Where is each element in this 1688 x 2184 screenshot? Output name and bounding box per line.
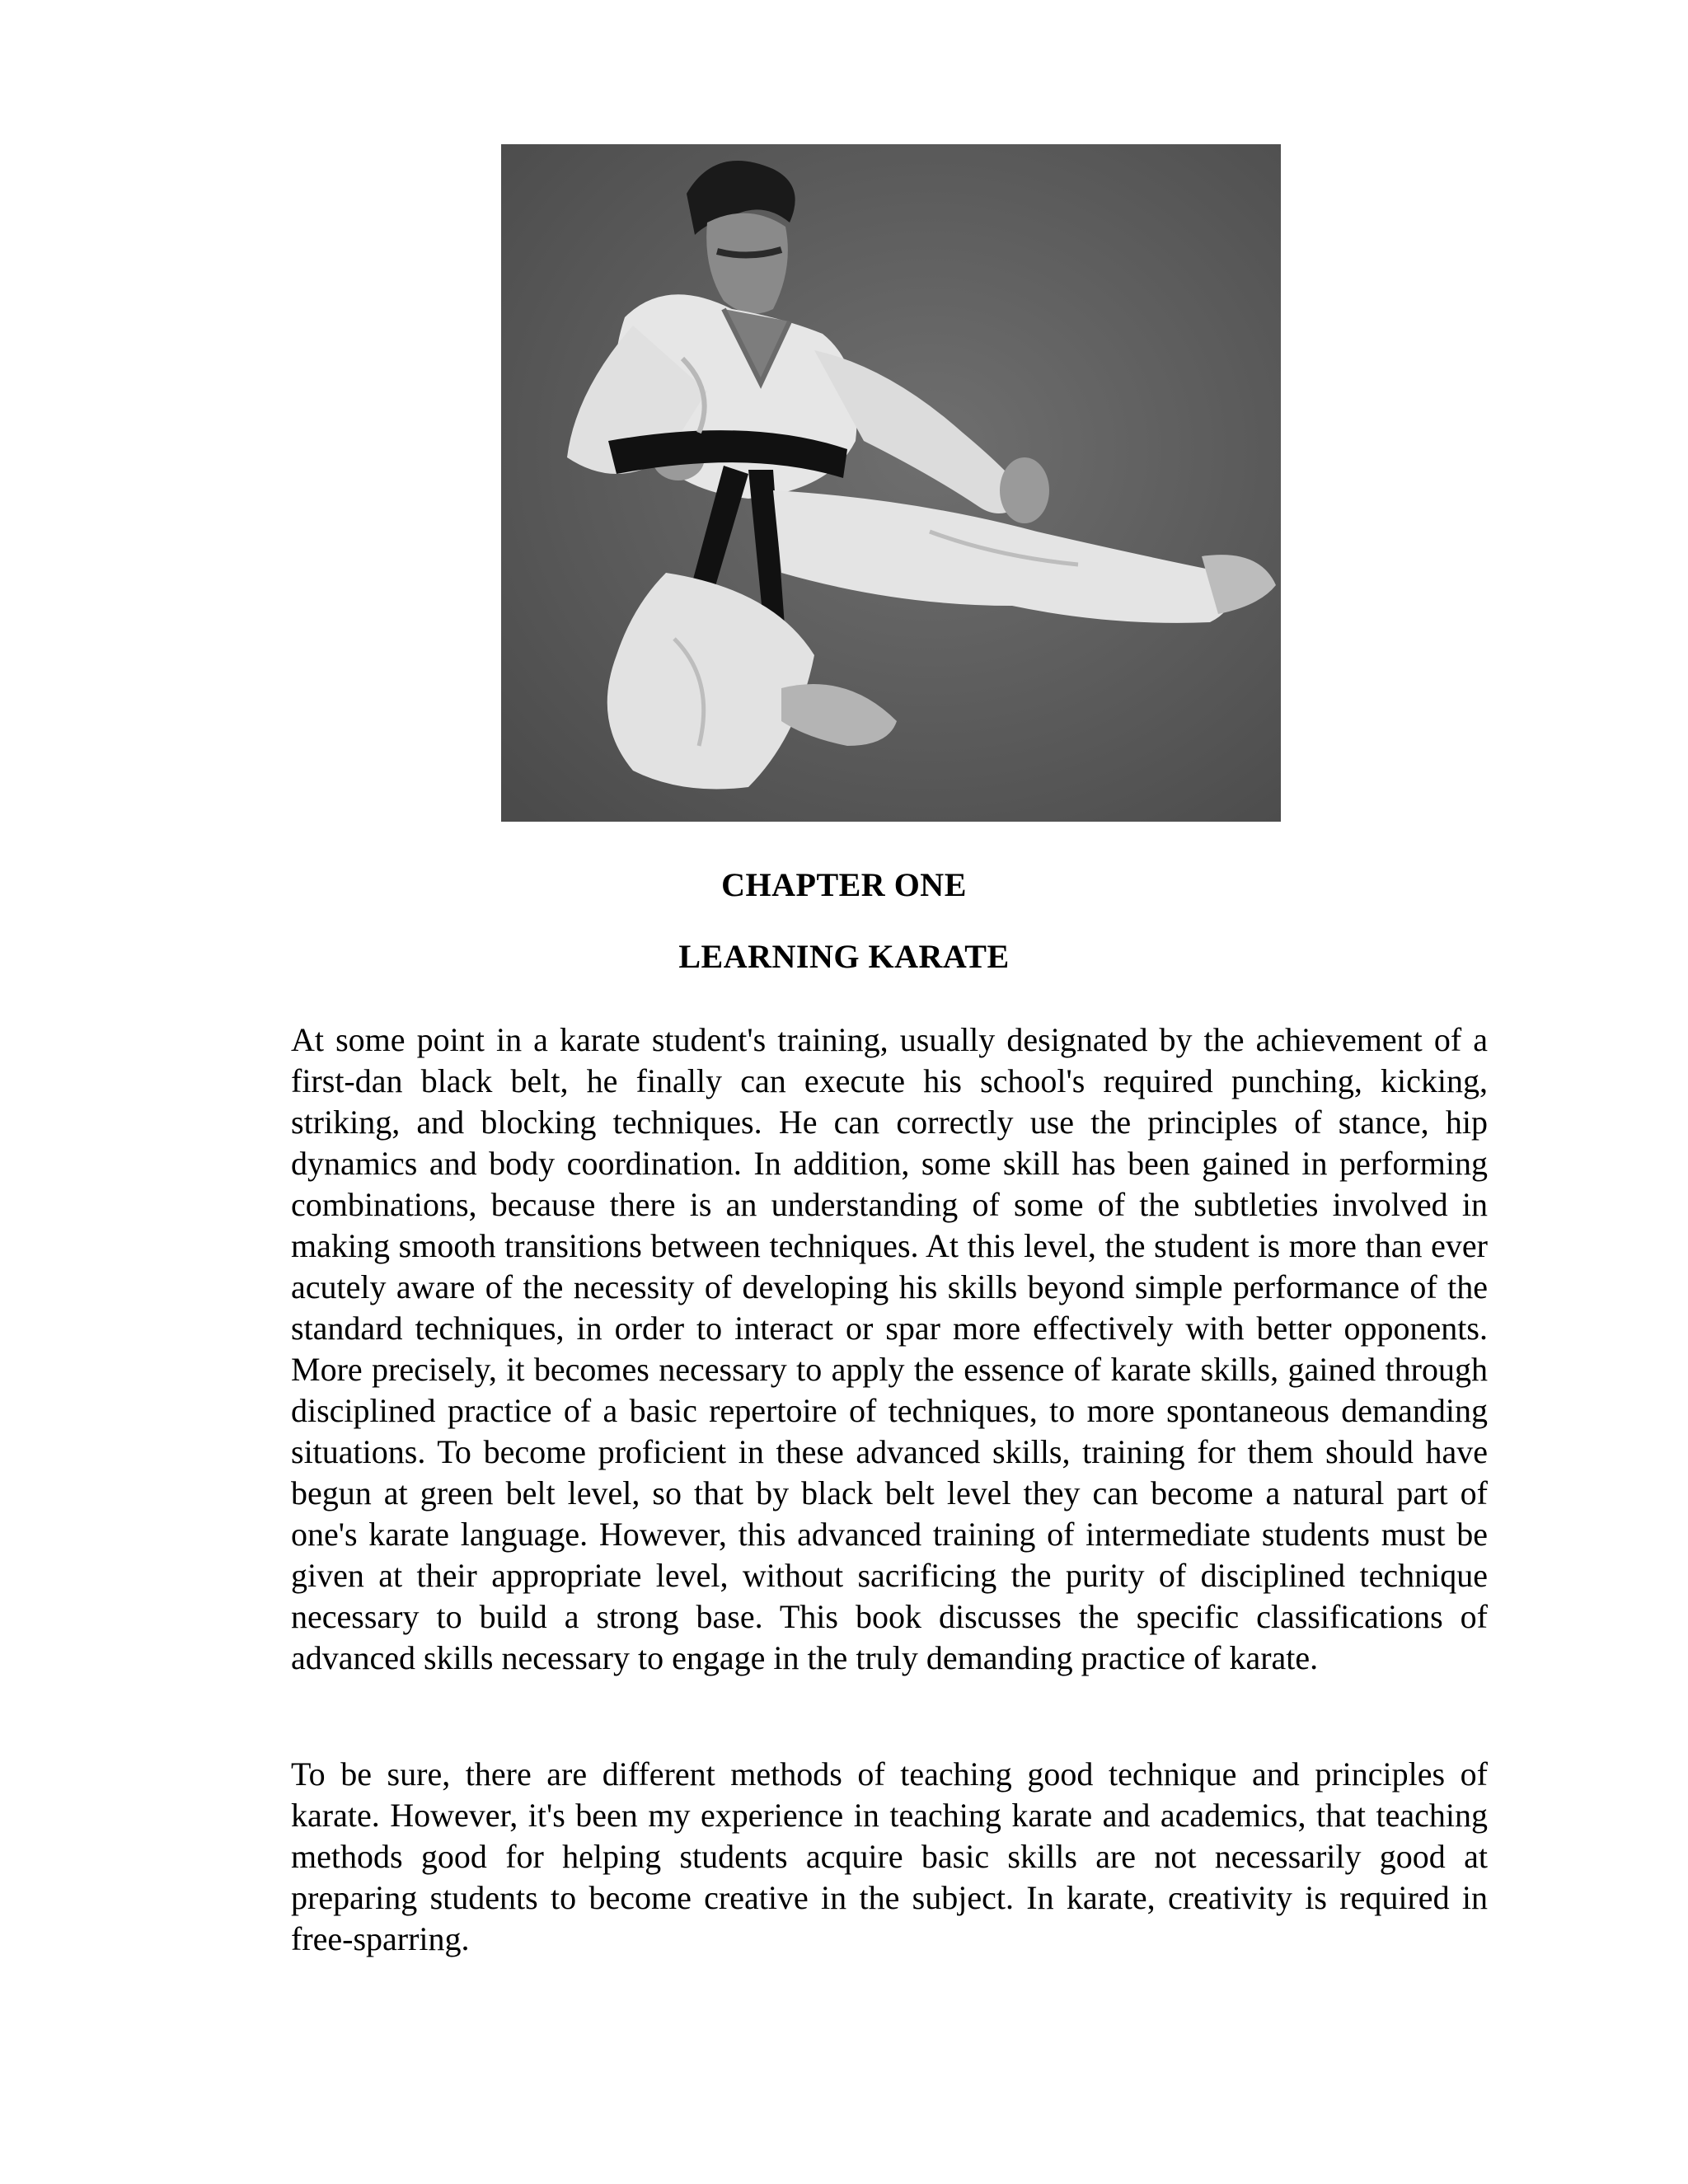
body-paragraph: At some point in a karate student's training, usually designated by the achievement of a first-dan black belt, he finally can execute his school's required punching, kicking, striking, and blocking techniques. He can correctly use the principles of stance, hip dynamics and body coordination. In addition, some skill has been gained in performing combinations, because there is an understanding of some of the subtleties involved in making smooth transitions between techniques. At this level, the student is more than ever acutely aware of the necessity of developing his skills beyond simple performance of the standard techniques, in order to interact or spar more effectively with better opponents. More precisely, it becomes necessary to apply the essence of karate skills, gained through disciplined practice of a basic repertoire of techniques, to more spontaneous demanding situations. To become proficient in these advanced skills, training for them should have begun at green belt level, so that by black belt level they can become a natural part of one's karate language. However, this advanced training of intermediate students must be given at their appropriate level, without sacrificing the purity of disciplined technique necessary to build a strong base. This book discusses the specific classifications of advanced skills necessary to engage in the truly demanding practice of karate. — [291, 1021, 1488, 1676]
body-paragraph: To be sure, there are different methods of teaching good technique and principles of karate. However, it's been my experience in teaching karate and academics, that teaching methods good for helping students acquire basic skills are not necessarily good at preparing students to become creative in the subject. In karate, creativity is required in free-sparring. — [291, 1755, 1488, 1957]
chapter-title: LEARNING KARATE — [678, 938, 1010, 975]
karate-figure-illustration — [501, 144, 1281, 822]
karate-jump-kick-photo — [501, 144, 1281, 822]
chapter-label: CHAPTER ONE — [721, 866, 967, 903]
